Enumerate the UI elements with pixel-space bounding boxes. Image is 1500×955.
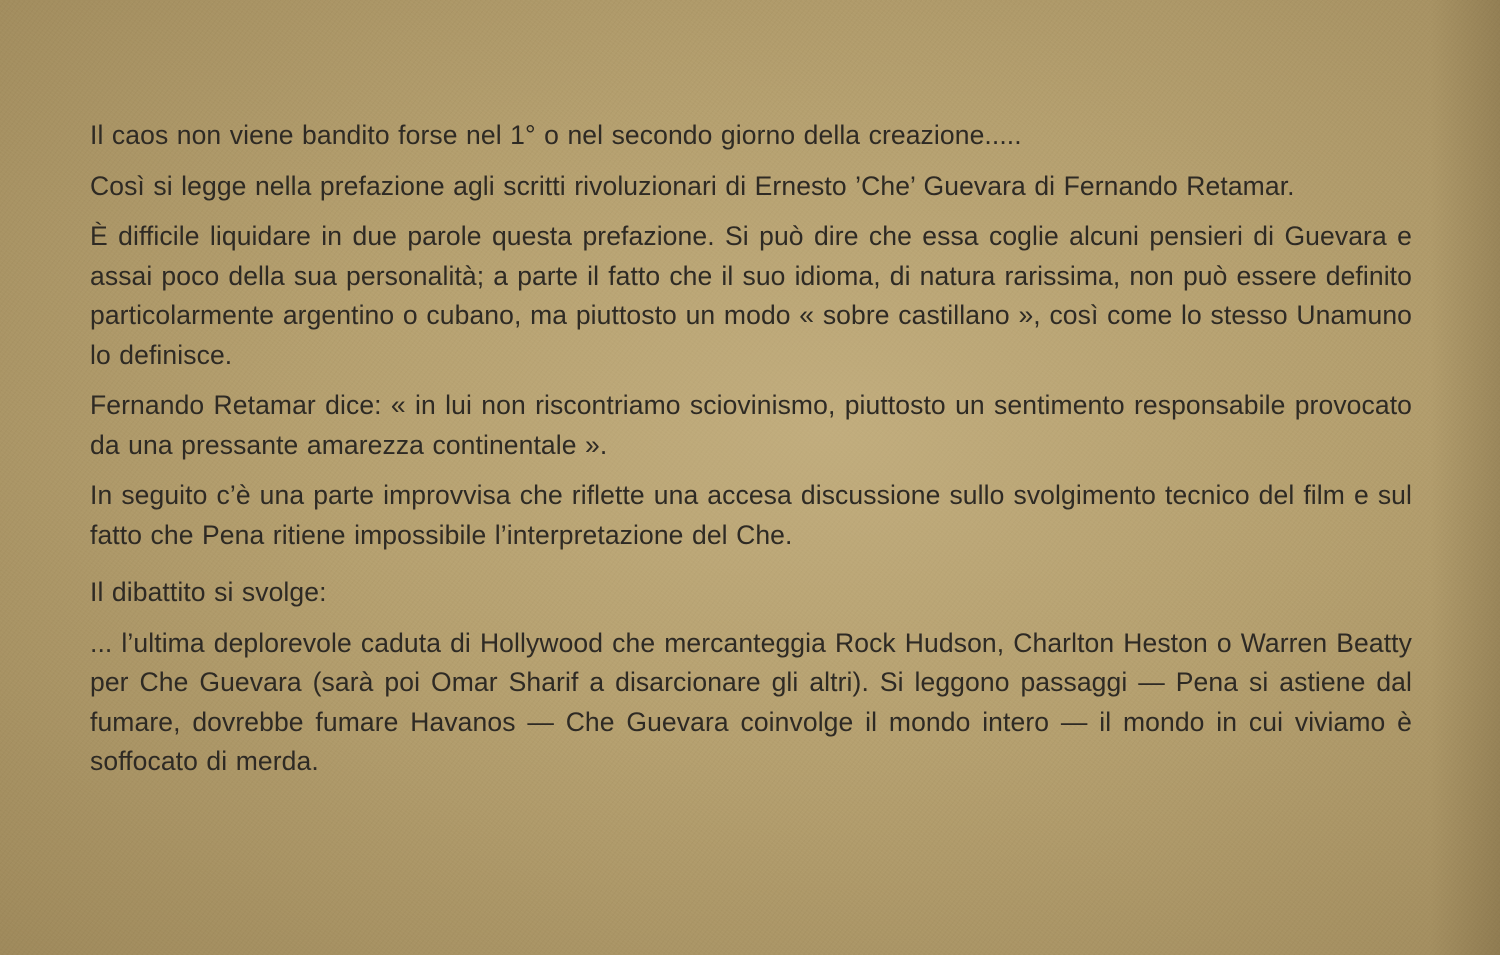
paragraph-6: Il dibattito si svolge: [90, 577, 327, 607]
paragraph-3: È difficile liquidare in due parole questa prefazione. Si può dire che essa coglie alcuni pensieri di Guevara e assai poco della sua personalità; a parte il fatto che il suo idioma, di natura rarissima, non può essere definito particolarmente argentino o cubano, ma piuttosto un modo « sobre castillano », così come lo stesso Unamuno lo definisce. [90, 221, 1412, 370]
paragraph-1: Il caos non viene bandito forse nel 1° o nel secondo giorno della creazione..... [90, 120, 1022, 150]
page-edge-shadow [1430, 0, 1500, 955]
paragraph-4: Fernando Retamar dice: « in lui non riscontriamo sciovinismo, piuttosto un sentimento responsabile provocato da una pressante amarezza continentale ». [90, 390, 1412, 460]
paragraph-2: Così si legge nella prefazione agli scritti rivoluzionari di Ernesto ’Che’ Guevara di Fernando Retamar. [90, 170, 1295, 201]
paragraph-5: In seguito c’è una parte improvvisa che riflette una accesa discussione sullo svolgimento tecnico del film e sul fatto che Pena ritiene impossibile l’interpretazione del Che. [90, 480, 1412, 550]
paragraph-7: ... l’ultima deplorevole caduta di Hollywood che mercanteggia Rock Hudson, Charlton Heston o Warren Beatty per Che Guevara (sarà poi Omar Sharif a disarcionare gli altri). Si leggono passaggi — Pena si astiene dal fumare, dovrebbe fumare Havanos — Che Guevara coinvolge il mondo intero — il mondo in cui viviamo è soffocato di merda. [90, 627, 1412, 776]
page-text-block [90, 116, 1412, 793]
